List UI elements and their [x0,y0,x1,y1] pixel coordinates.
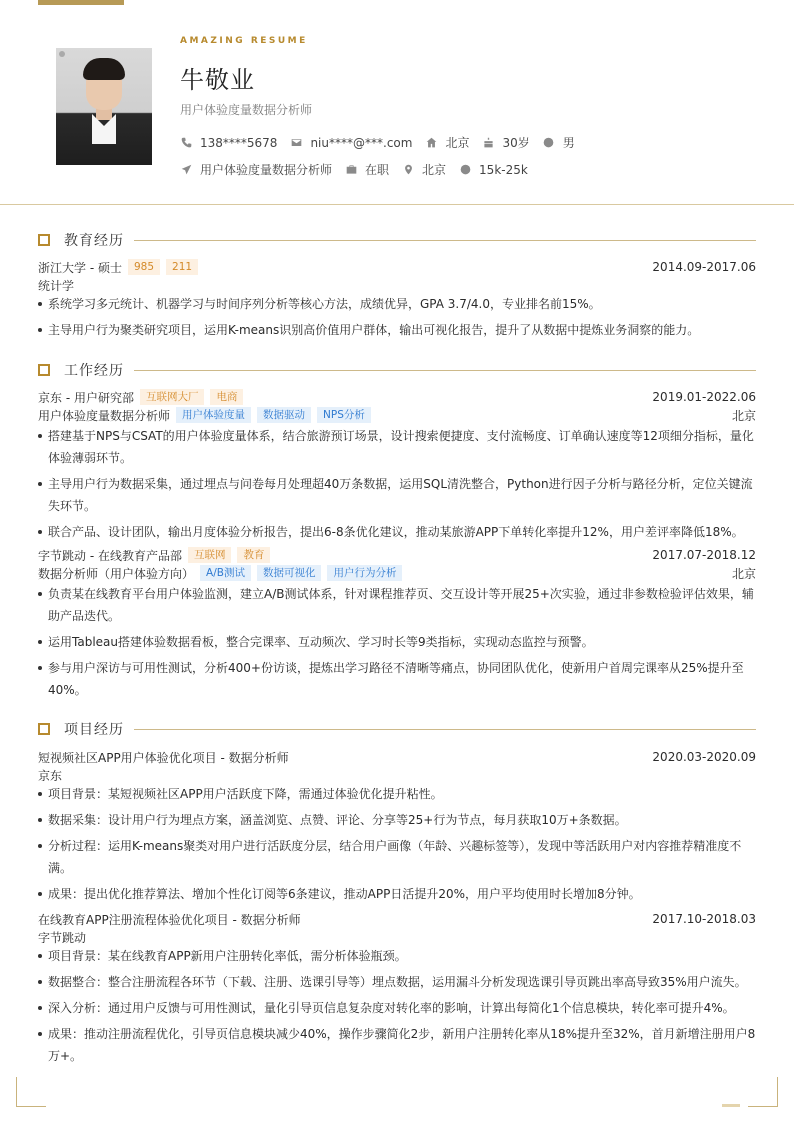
corner-decoration [748,1077,778,1107]
project-date: 2020.03-2020.09 [652,750,756,764]
job-city: 北京 [731,408,756,423]
job-city: 北京 [731,566,756,581]
contact-info-row [180,134,588,151]
role-tag: NPS分析 [317,407,371,423]
job-company-line [38,547,756,563]
job-intent-row [180,161,541,178]
company-tag: 互联网 [188,547,232,563]
role-tag: A/B测试 [200,565,251,581]
education-date: 2014.09-2017.06 [652,260,756,274]
section-title: 工作经历 [64,363,124,379]
job-date: 2019.01-2022.06 [652,390,756,404]
project-org-line [38,929,756,945]
role-name: 用户体验度量数据分析师 [38,408,171,423]
education-section-header [38,231,756,249]
list-item: 参与用户深访与可用性测试，分析400+份访谈，提炼出学习路径不清晰等痛点，协同团队优化，使新用户首周完课率从25%提升至40%。 [38,657,756,701]
job-role-line [38,565,756,581]
footer-accent-bar [722,1104,740,1107]
job-role-line [38,407,756,423]
list-item: 联合产品、设计团队，输出月度体验分析报告，提出6-8条优化建议，推动某旅游APP下单转化率提升12%，用户差评率降低18%。 [38,521,756,543]
square-icon [38,364,50,376]
salary-item: 15k-25k [459,163,528,177]
company-tag: 电商 [210,389,243,405]
projects-section-header [38,720,756,738]
role-tag: 数据驱动 [257,407,311,423]
send-icon [180,164,192,176]
brand-label: AMAZING RESUME [180,36,308,46]
school-tag: 985 [128,259,160,275]
project-title-line [38,911,756,927]
list-item: 搭建基于NPS与CSAT的用户体验度量体系，结合旅游预订场景，设计搜索便捷度、支付流畅度、订单确认速度等12项细分指标，量化体验薄弱环节。 [38,425,756,469]
role-tag: 数据可视化 [257,565,322,581]
role-name: 数据分析师（用户体验方向） [38,566,195,581]
list-item: 数据整合：整合注册流程各环节（下载、注册、选课引导等）埋点数据，运用漏斗分析发现选课引导页跳出率高导致35%用户流失。 [38,971,756,993]
job-company-line [38,389,756,405]
list-item: 主导用户行为数据采集，通过埋点与问卷每月处理超40万条数据，运用SQL清洗整合，Python进行因子分析与路径分析，定位关键流失环节。 [38,473,756,517]
company-tag: 教育 [237,547,270,563]
top-accent-bar [38,0,124,5]
project-date: 2017.10-2018.03 [652,912,756,926]
company-tag: 互联网大厂 [140,389,205,405]
work-section-header [38,361,756,379]
gender-item: 男 [543,134,575,151]
school-name: 浙江大学 - 硕士 [38,260,122,275]
home-icon [425,137,437,149]
education-school-line [38,259,756,275]
salary-icon [459,164,471,176]
cake-icon [482,137,494,149]
list-item: 系统学习多元统计、机器学习与时间序列分析等核心方法，成绩优异，GPA 3.7/4.0，专业排名前15%。 [38,293,756,315]
project-org: 字节跳动 [38,930,87,945]
square-icon [38,234,50,246]
education-major-line [38,277,756,293]
intent-city-item: 北京 [402,161,446,178]
location-pin-icon [402,164,414,176]
corner-decoration [16,1077,46,1107]
section-title: 教育经历 [64,233,124,249]
phone-item: 138****5678 [180,136,277,150]
header-divider [0,204,794,205]
job-title: 用户体验度量数据分析师 [180,103,313,117]
project-org: 京东 [38,768,63,783]
list-item: 成果：推动注册流程优化，引导页信息模块减少40%，操作步骤简化2步，新用户注册转化率从18%提升至32%，首月新增注册用户8万+。 [38,1023,756,1067]
list-item: 主导用户行为聚类研究项目，运用K-means识别高价值用户群体，输出可视化报告，提升了从数据中提炼业务洞察的能力。 [38,319,756,341]
company-name: 京东 - 用户研究部 [38,390,134,405]
gender-icon [543,137,555,149]
project-name: 短视频社区APP用户体验优化项目 - 数据分析师 [38,750,289,765]
list-item: 数据采集：设计用户行为埋点方案，涵盖浏览、点赞、评论、分享等25+行为节点，每月获取10万+条数据。 [38,809,756,831]
list-item: 分析过程：运用K-means聚类对用户进行活跃度分层，结合用户画像（年龄、兴趣标签等），发现中等活跃用户对内容推荐精准度不满。 [38,835,756,879]
list-item: 项目背景：某短视频社区APP用户活跃度下降，需通过体验优化提升粘性。 [38,783,756,805]
home-item: 北京 [425,134,469,151]
list-item: 深入分析：通过用户反馈与可用性测试，量化引导页信息复杂度对转化率的影响，计算出每简化1个信息模块，转化率可提升4%。 [38,997,756,1019]
job-date: 2017.07-2018.12 [652,548,756,562]
company-name: 字节跳动 - 在线教育产品部 [38,548,182,563]
briefcase-icon [345,164,357,176]
candidate-name: 牛敬业 [180,66,255,94]
phone-icon [180,137,192,149]
list-item: 负责某在线教育平台用户体验监测，建立A/B测试体系，针对课程推荐页、交互设计等开展25+次实验，通过非参数检验评估效果，辅助产品迭代。 [38,583,756,627]
square-icon [38,723,50,735]
role-tag: 用户体验度量 [176,407,251,423]
project-name: 在线教育APP注册流程体验优化项目 - 数据分析师 [38,912,301,927]
employment-status-item: 在职 [345,161,389,178]
email-item: niu****@***.com [290,136,412,150]
role-tag: 用户行为分析 [327,565,402,581]
age-item: 30岁 [482,134,529,151]
school-tag: 211 [166,259,198,275]
list-item: 项目背景：某在线教育APP新用户注册转化率低，需分析体验瓶颈。 [38,945,756,967]
list-item: 成果：提出优化推荐算法、增加个性化订阅等6条建议，推动APP日活提升20%，用户平均使用时长增加8分钟。 [38,883,756,905]
section-title: 项目经历 [64,722,124,738]
project-title-line [38,749,756,765]
major: 统计学 [38,278,75,293]
mail-icon [290,137,302,149]
intent-position-item: 用户体验度量数据分析师 [180,161,332,178]
project-org-line [38,767,756,783]
list-item: 运用Tableau搭建体验数据看板，整合完课率、互动频次、学习时长等9类指标，实现动态监控与预警。 [38,631,756,653]
avatar [56,48,152,165]
